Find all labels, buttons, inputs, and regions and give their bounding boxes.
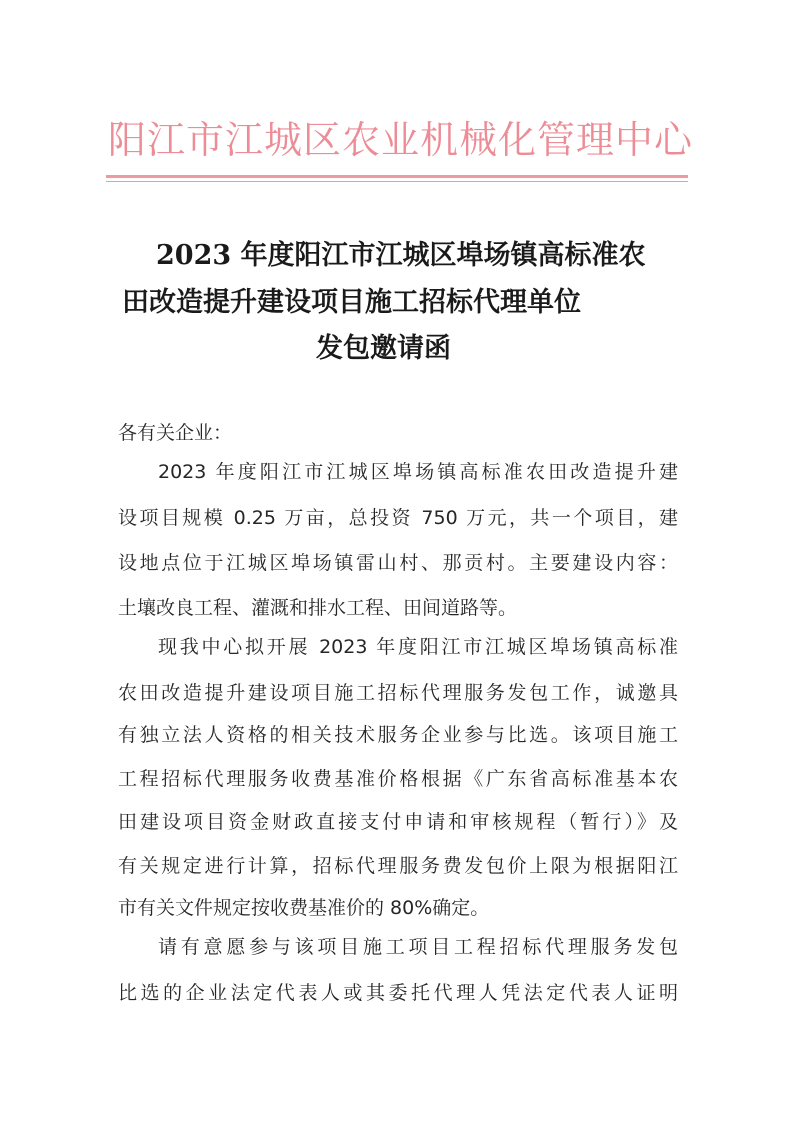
paragraph-1-line-1: 2023 年度阳江市江城区埠场镇高标准农田改造提升建	[158, 461, 678, 483]
paragraph-2-line-6: 有关规定进行计算，招标代理服务费发包价上限为根据阳江	[118, 855, 678, 877]
paragraph-2-line-3: 有独立法人资格的相关技术服务企业参与比选。该项目施工	[118, 724, 678, 746]
letterhead-rule-thin	[106, 181, 688, 182]
document-title-line-1: 2023 年度阳江市江城区埠场镇高标准农	[156, 240, 646, 271]
paragraph-1-line-2: 设项目规模 0.25 万亩，总投资 750 万元，共一个项目，建	[118, 507, 678, 529]
paragraph-3-line-1: 请有意愿参与该项目施工项目工程招标代理服务发包	[158, 936, 678, 958]
salutation: 各有关企业：	[118, 422, 233, 444]
document-title-line-2: 田改造提升建设项目施工招标代理单位	[122, 287, 581, 318]
paragraph-2-line-2: 农田改造提升建设项目施工招标代理服务发包工作，诚邀具	[118, 682, 678, 704]
paragraph-2-line-5: 田建设项目资金财政直接支付申请和审核规程（暂行）》及	[118, 811, 678, 833]
paragraph-1-line-3: 设地点位于江城区埠场镇雷山村、那贡村。主要建设内容：	[118, 552, 678, 574]
letterhead-rule-thick	[106, 175, 688, 178]
paragraph-2-line-7: 市有关文件规定按收费基准价的 80%确定。	[118, 897, 490, 919]
document-title-line-3: 发包邀请函	[316, 333, 451, 364]
paragraph-2-line-4: 工程招标代理服务收费基准价格根据《广东省高标准基本农	[118, 768, 678, 790]
letterhead-org-name: 阳江市江城区农业机械化管理中心	[108, 118, 694, 162]
paragraph-3-line-2: 比选的企业法定代表人或其委托代理人凭法定代表人证明	[118, 982, 678, 1004]
paragraph-2-line-1: 现我中心拟开展 2023 年度阳江市江城区埠场镇高标准	[158, 636, 678, 658]
paragraph-1-line-4: 土壤改良工程、灌溉和排水工程、田间道路等。	[118, 597, 518, 619]
